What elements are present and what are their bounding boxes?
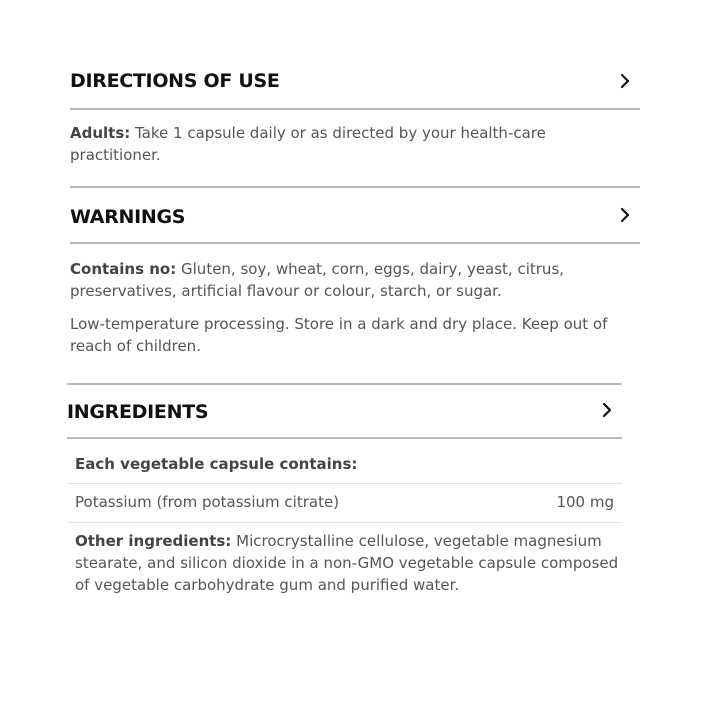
chevron-right-icon[interactable] (616, 72, 634, 90)
storage-text: Low-temperature processing. Store in a dark and dry place. Keep out of reach of children. (70, 315, 608, 355)
ingredients-header[interactable] (67, 385, 622, 439)
chevron-right-icon[interactable] (616, 206, 634, 224)
other-ingredients-text (75, 530, 620, 596)
ingredients-section (67, 385, 622, 605)
contains-no-text (70, 258, 630, 302)
adults-text: Take 1 capsule daily or as directed by your health-care practitioner. (70, 124, 546, 164)
table-divider (67, 522, 622, 523)
directions-header[interactable] (70, 60, 640, 110)
warnings-title: WARNINGS (70, 206, 186, 228)
contains-no-list: Gluten, soy, wheat, corn, eggs, dairy, yeast, citrus, preservatives, artificial flavour or colour, starch, or sugar. (70, 260, 565, 300)
adults-label: Adults: (70, 124, 131, 142)
directions-text (70, 122, 640, 166)
contains-no-label: Contains no: (70, 260, 177, 278)
chevron-right-icon[interactable] (598, 401, 616, 419)
directions-section (70, 60, 640, 180)
other-ingredients-list: Microcrystalline cellulose, vegetable magnesium stearate, and silicon dioxide in a non-GMO vegetable capsule composed of vegetable carbohydrate gum and purified water. (75, 532, 619, 594)
directions-title: DIRECTIONS OF USE (70, 70, 280, 92)
ingredient-name: Potassium (from potassium citrate) (75, 493, 340, 511)
table-row (67, 493, 622, 515)
ingredient-amount: 100 mg (556, 493, 614, 511)
warnings-header[interactable] (70, 188, 640, 244)
other-ingredients-label: Other ingredients: (75, 532, 232, 550)
ingredients-title: INGREDIENTS (67, 401, 209, 423)
warnings-section (70, 188, 642, 368)
ingredients-table-header (67, 455, 622, 477)
table-divider (67, 483, 622, 484)
table-header-label: Each vegetable capsule contains: (75, 455, 358, 473)
